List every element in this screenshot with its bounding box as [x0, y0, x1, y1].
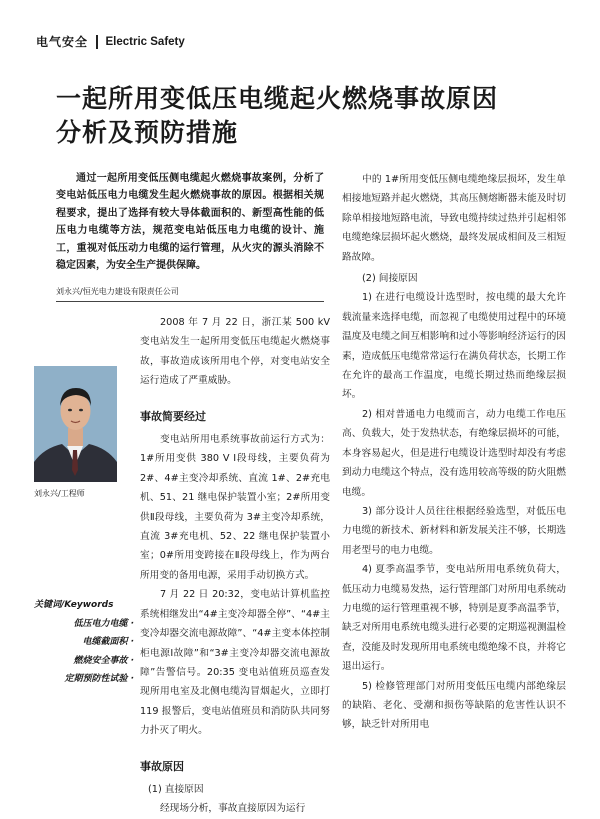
subheading-direct-cause: (1) 直接原因 [148, 783, 204, 795]
body-paragraph: 变电站所用电系统事故前运行方式为：1#所用变供 380 V Ⅰ段母线，主要负荷为 2#、4#主变冷却系统、直流 1#、2#充电机、51、21 继电保护装置小室；2#所用变供Ⅱ段母线，主要负荷为 3#主变冷却系统，直流 3#充电机、52、22 继电保护装置小室；0#所用变跨接在Ⅱ段母线上，作为两台所用变的备用电源，采用手动切换方式。 [140, 434, 330, 581]
body-paragraph: 1) 在进行电缆设计选型时，按电缆的最大允许载流量来选择电缆，而忽视了电缆使用过程中的环境温度及电缆之间互相影响和过小等影响经济运行的因素，造成低压电缆常常运行在满负荷状态，长期工作在允许的最高工作温度，电缆长期过热而绝缘层损坏。 [342, 292, 566, 401]
body-paragraph: 5) 检修管理部门对所用变低压电缆内部绝缘层的缺陷、老化、受潮和损伤等缺陷的危害性认识不够，缺乏针对所用电 [342, 680, 566, 731]
body-paragraph: 中的 1#所用变低压侧电缆绝缘层损坏，发生单相接地短路并起火燃烧，其高压侧熔断器未能及时切除单相接地短路电流，导致电缆持续过热并引起相邻电缆绝缘层损坏起火燃烧，最终发展成相间及三相短路故障。 [342, 174, 566, 263]
header-divider [96, 35, 98, 49]
column-name-cn: 电气安全 [36, 35, 89, 49]
right-column [342, 170, 566, 735]
article-title [56, 82, 498, 150]
column-name-en: Electric Safety [105, 35, 185, 48]
title-line-1: 一起所用变低压电缆起火燃烧事故原因 [56, 84, 499, 113]
column-header [36, 33, 185, 50]
divider-rule [56, 301, 324, 302]
abstract [56, 170, 324, 274]
intro-paragraph: 2008 年 7 月 22 日，浙江某 500 kV 变电站发生一起所用变低压电缆起火燃烧事故，事故造成该所用电个停，对变电站安全运行造成了严重威胁。 [140, 317, 330, 387]
keyword-item: 定期预防性试验 · [64, 674, 134, 685]
photo-caption: 刘永兴/工程师 [34, 489, 85, 498]
middle-column [140, 313, 330, 819]
keyword-item: 电缆截面积 · [82, 637, 134, 648]
body-paragraph: 7 月 22 日 20:32，变电站计算机监控系统相继发出“4#主变冷却器全停”、“4#主变冷却器交流电源故障”、“4#主变本体控制柜电源Ⅰ故障”和“3#主变冷却器交流电源故障”告警信号。20:35 变电站值班员巡查发现所用电室及北侧电缆沟冒烟起火，立即打 119 报警后，变电站值班员和消防队共同努力扑灭了明火。 [140, 589, 330, 737]
keywords-block [34, 596, 134, 689]
body-paragraph: 经现场分析，事故直接原因为运行 [160, 803, 306, 815]
title-line-2: 分析及预防措施 [56, 118, 239, 147]
keywords-title: 关键词/Keywords [34, 600, 114, 610]
body-paragraph: 4) 夏季高温季节，变电站所用电系统负荷大，低压动力电缆易发热，运行管理部门对所用电系统动力电缆的运行管理重视不够，特别是夏季高温季节，缺乏对所用电系统电缆头进行必要的定期巡视测温检查，没能及时发现所用电系统电缆绝缘不良，并将它退出运行。 [342, 564, 566, 673]
keyword-item: 燃烧安全事故 · [73, 655, 134, 666]
section-heading-causes: 事故原因 [140, 759, 184, 773]
subheading-indirect-cause: (2) 间接原因 [362, 273, 418, 285]
author-affiliation: 刘永兴/恒光电力建设有限责任公司 [56, 287, 179, 296]
body-paragraph: 3) 部分设计人员往往根据经验选型，对低压电力电缆的新技术、新材料和新发展关注不够，长期选用老型号的电力电缆。 [342, 505, 566, 556]
author-photo [34, 366, 117, 482]
body-paragraph: 2) 相对普通电力电缆而言，动力电缆工作电压高、负载大，处于发热状态，有绝缘层损坏的可能，本身容易起火，但是进行电缆设计选型时却没有考虑到动力电缆这个特点，没有选用较高等级的防火阻燃电缆。 [342, 408, 566, 498]
keyword-item: 低压电力电缆 · [73, 618, 134, 629]
section-heading-accident: 事故简要经过 [140, 409, 206, 423]
abstract-text: 通过一起所用变低压侧电缆起火燃烧事故案例，分析了变电站低压电力电缆发生起火燃烧事故的原因。根据相关规程要求，提出了选择有较大导体截面积的、新型高性能的低压电力电缆等方法，规范变电站低压电力电缆的设计、施工，重视对低压动力电缆的运行管理，从火灾的源头消除不稳定因素，为安全生产提供保障。 [56, 173, 324, 272]
